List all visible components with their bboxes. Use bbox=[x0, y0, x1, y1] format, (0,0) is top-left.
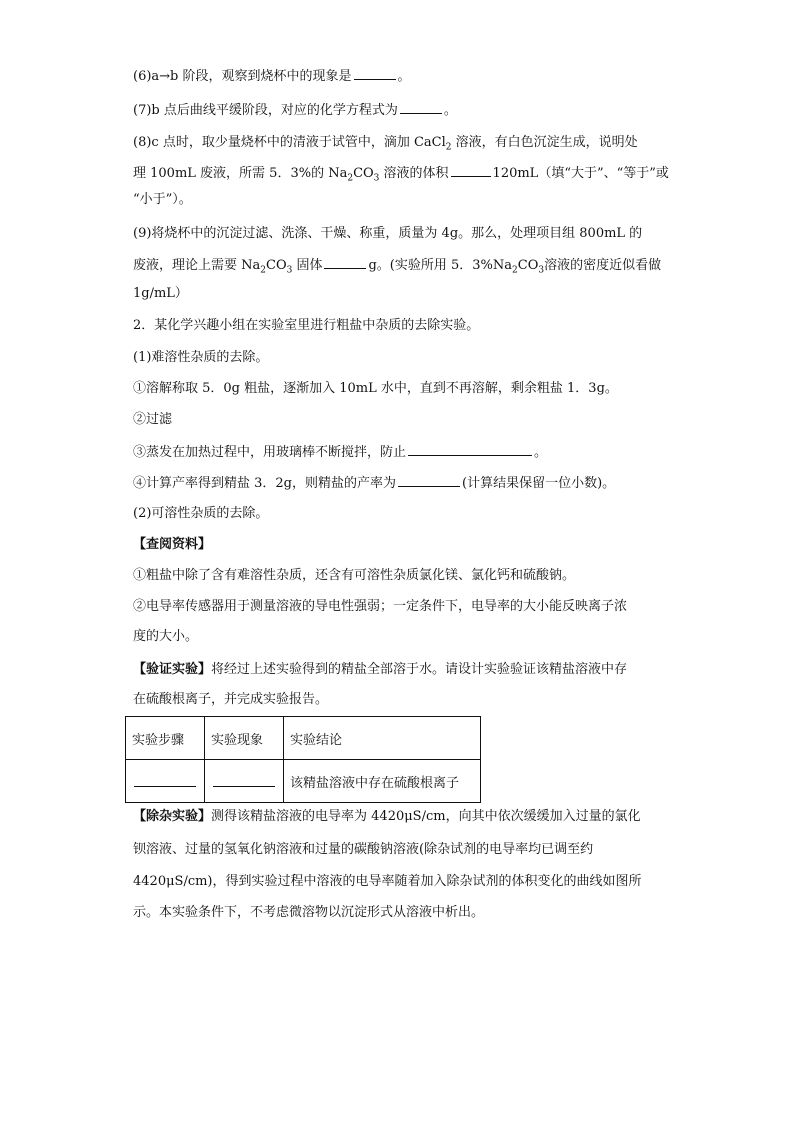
remove-line-3: 4420μS/cm)，得到实验过程中溶液的电导率随着加入除杂试剂的体积变化的曲线如图所 bbox=[133, 874, 642, 889]
question-text: 固体 bbox=[292, 258, 323, 273]
table-header-cell: 实验现象 bbox=[205, 717, 284, 760]
question-text: 。 bbox=[397, 69, 411, 84]
question-text: 废液，理论上需要 Na bbox=[133, 258, 261, 273]
subscript: 2 bbox=[445, 142, 452, 153]
question-text: 1g/mL） bbox=[133, 286, 188, 301]
answer-blank[interactable] bbox=[398, 472, 460, 487]
question-text: (6)a→b 阶段，观察到烧杯中的现象是 bbox=[133, 69, 352, 84]
info-item-2-line-2: 度的大小。 bbox=[133, 629, 199, 644]
answer-blank[interactable] bbox=[354, 65, 396, 80]
question-8-line-2 bbox=[133, 162, 669, 184]
section-2-heading: (2)可溶性杂质的去除。 bbox=[133, 506, 269, 521]
subscript: 2 bbox=[512, 265, 518, 276]
answer-blank[interactable] bbox=[400, 99, 442, 114]
question-text: ④计算产率得到精盐 3．2g，则精盐的产率为 bbox=[133, 476, 396, 491]
verify-heading: 【验证实验】 bbox=[133, 662, 212, 677]
question-text: 溶液的密度近似看做 bbox=[544, 258, 662, 273]
table-cell: 该精盐溶液中存在硫酸根离子 bbox=[284, 760, 481, 803]
problem-2-title: 2．某化学兴趣小组在实验室里进行粗盐中杂质的去除实验。 bbox=[133, 318, 480, 333]
question-text: 理 100mL 废液，所需 5．3%的 Na bbox=[133, 166, 348, 181]
question-text: CO bbox=[517, 258, 539, 273]
answer-blank[interactable] bbox=[213, 772, 275, 787]
info-item-2-line-1: ②电导率传感器用于测量溶液的导电性强弱；一定条件下，电导率的大小能反映离子浓 bbox=[133, 599, 628, 614]
question-text: g。(实验所用 5．3%Na bbox=[368, 258, 513, 273]
table-cell-answer bbox=[126, 760, 205, 803]
question-text: ③蒸发在加热过程中，用玻璃棒不断搅拌，防止 bbox=[133, 445, 407, 460]
remove-line-2: 钡溶液、过量的氢氧化钠溶液和过量的碳酸钠溶液(除杂试剂的电导率均已调至约 bbox=[133, 842, 594, 857]
verify-line-1: 【验证实验】将经过上述实验得到的精盐全部溶于水。请设计实验验证该精盐溶液中存 bbox=[133, 662, 628, 677]
info-item-1: ①粗盐中除了含有难溶性杂质，还含有可溶性杂质氯化镁、氯化钙和硫酸钠。 bbox=[133, 568, 576, 583]
question-text: (7)b 点后曲线平缓阶段，对应的化学方程式为 bbox=[133, 103, 398, 118]
remove-line-4: 示。本实验条件下，不考虑微溶物以沉淀形式从溶液中析出。 bbox=[133, 905, 485, 920]
step-dissolve: ①溶解称取 5．0g 粗盐，逐渐加入 10mL 水中，直到不再溶解，剩余粗盐 1．3g。 bbox=[133, 381, 618, 396]
table-header-cell: 实验步骤 bbox=[126, 717, 205, 760]
question-text: CO bbox=[266, 258, 287, 273]
question-text: (计算结果保留一位小数)。 bbox=[462, 476, 616, 491]
question-8-line-3 bbox=[133, 190, 192, 210]
question-6 bbox=[133, 65, 411, 87]
question-text: “小于”）。 bbox=[133, 192, 192, 207]
subscript: 2 bbox=[260, 265, 266, 276]
answer-blank[interactable] bbox=[324, 254, 366, 269]
question-text: CO bbox=[353, 166, 374, 181]
subscript: 3 bbox=[373, 173, 380, 184]
section-1-heading: (1)难溶性杂质的去除。 bbox=[133, 350, 269, 365]
question-text: 。 bbox=[443, 103, 457, 118]
answer-blank[interactable] bbox=[451, 162, 491, 177]
info-heading: 【查阅资料】 bbox=[133, 537, 212, 552]
step-evaporate bbox=[133, 441, 547, 463]
remove-line-1: 【除杂实验】测得该精盐溶液的电导率为 4420μS/cm，向其中依次缓缓加入过量的氯化 bbox=[133, 809, 641, 824]
table-header-row bbox=[126, 717, 481, 760]
question-text: 120mL（填“大于”、“等于”或 bbox=[492, 166, 669, 181]
question-7 bbox=[133, 99, 457, 121]
subscript: 3 bbox=[286, 265, 293, 276]
question-text: (9)将烧杯中的沉淀过滤、洗涤、干燥、称重，质量为 4g。那么，处理项目组 800mL 的 bbox=[133, 226, 643, 241]
remove-heading: 【除杂实验】 bbox=[133, 809, 212, 824]
question-text: 溶液的体积 bbox=[379, 166, 449, 181]
table-row bbox=[126, 760, 481, 803]
step-filter: ②过滤 bbox=[133, 412, 173, 427]
table-header-cell: 实验结论 bbox=[284, 717, 481, 760]
subscript: 2 bbox=[347, 173, 354, 184]
question-8-line-1 bbox=[133, 133, 638, 153]
question-text: (8)c 点时，取少量烧杯中的清液于试管中，滴加 CaCl bbox=[133, 135, 446, 150]
question-text: 。 bbox=[534, 445, 548, 460]
question-9-line-1 bbox=[133, 224, 642, 244]
experiment-report-table bbox=[125, 716, 481, 803]
subscript: 3 bbox=[538, 265, 545, 276]
question-9-line-2 bbox=[133, 254, 661, 276]
answer-blank[interactable] bbox=[408, 441, 532, 456]
step-yield bbox=[133, 472, 615, 494]
verify-line-2: 在硫酸根离子，并完成实验报告。 bbox=[133, 692, 329, 707]
answer-blank[interactable] bbox=[134, 772, 196, 787]
question-9-line-3 bbox=[133, 284, 188, 304]
question-text: 溶液，有白色沉淀生成，说明处 bbox=[451, 135, 638, 150]
table-cell-answer bbox=[205, 760, 284, 803]
